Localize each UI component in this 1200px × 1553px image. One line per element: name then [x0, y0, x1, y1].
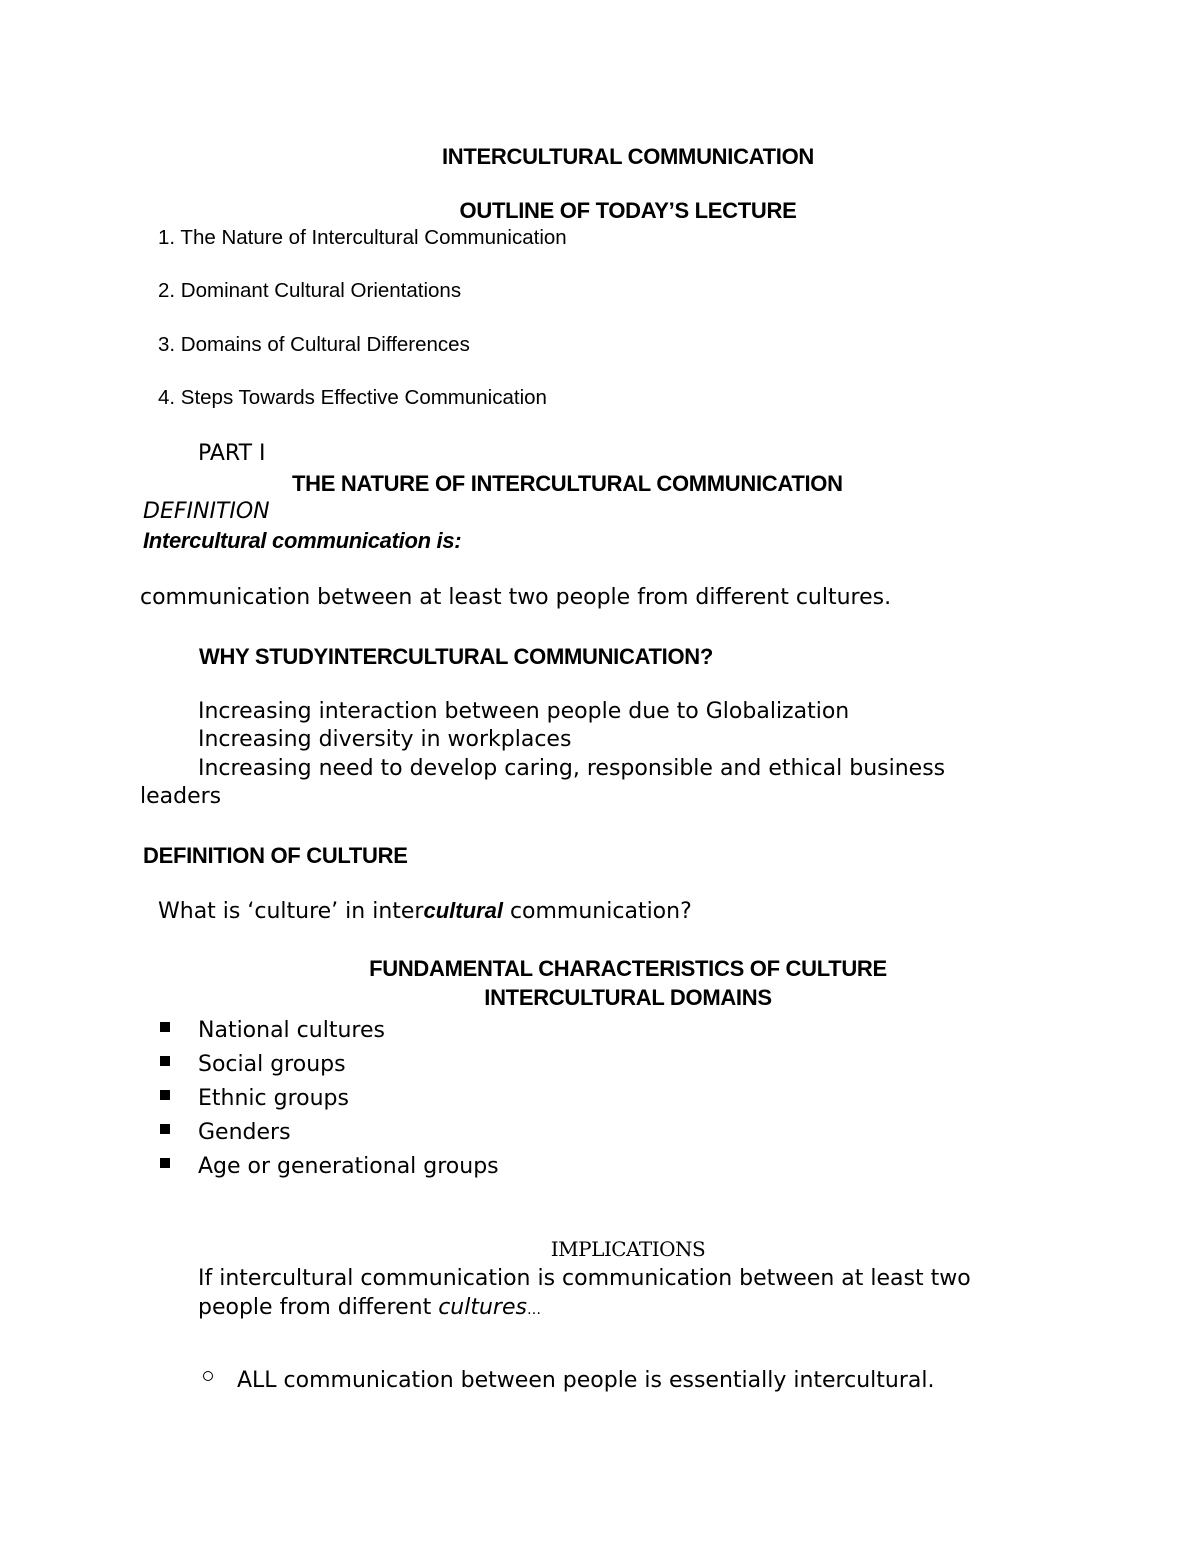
square-bullet-icon [160, 1124, 170, 1134]
circle-bullet-icon [203, 1371, 213, 1381]
culture-question-emphasis: cultural [423, 898, 503, 923]
implications-heading: IMPLICATIONS [550, 1237, 706, 1261]
document-title: INTERCULTURAL COMMUNICATION [442, 144, 814, 169]
part-heading: THE NATURE OF INTERCULTURAL COMMUNICATION [292, 471, 843, 496]
definition-text: communication between at least two people from different cultures. [140, 585, 892, 610]
reason-continuation: leaders [140, 784, 222, 809]
implications-line-2 [198, 1295, 541, 1320]
definition-intro: Intercultural communication is: [143, 528, 462, 553]
domain-item: National cultures [198, 1018, 385, 1043]
reason-item: Increasing need to develop caring, responsible and ethical business [198, 756, 946, 781]
square-bullet-icon [160, 1090, 170, 1100]
domain-item: Age or generational groups [198, 1154, 499, 1179]
square-bullet-icon [160, 1056, 170, 1066]
fundamental-heading: FUNDAMENTAL CHARACTERISTICS OF CULTURE [369, 956, 887, 981]
outline-heading: OUTLINE OF TODAY’S LECTURE [459, 198, 797, 223]
domain-item: Social groups [198, 1052, 346, 1077]
culture-def-heading: DEFINITION OF CULTURE [143, 843, 408, 868]
domain-item: Genders [198, 1120, 291, 1145]
reason-item: Increasing interaction between people due to Globalization [198, 699, 850, 724]
culture-question [158, 898, 692, 924]
culture-question-prefix: What is ‘culture’ in inter [158, 899, 424, 924]
definition-label: DEFINITION [143, 499, 270, 524]
implications-line-2-emphasis: cultures [438, 1295, 527, 1320]
implications-conclusion: ALL communication between people is essentially intercultural. [237, 1368, 935, 1393]
outline-item: 1. The Nature of Intercultural Communication [158, 226, 567, 249]
implications-line-2-suffix: … [526, 1302, 541, 1318]
outline-item: 4. Steps Towards Effective Communication [158, 386, 547, 409]
reason-item: Increasing diversity in workplaces [198, 727, 572, 752]
culture-question-suffix: communication? [502, 899, 692, 924]
part-label: PART I [198, 441, 266, 466]
outline-item: 2. Dominant Cultural Orientations [158, 279, 462, 302]
implications-line-2-prefix: people from different [198, 1295, 439, 1320]
square-bullet-icon [160, 1158, 170, 1168]
fundamental-subheading: INTERCULTURAL DOMAINS [484, 985, 772, 1010]
why-heading: WHY STUDYINTERCULTURAL COMMUNICATION? [199, 644, 714, 669]
domain-item: Ethnic groups [198, 1086, 349, 1111]
square-bullet-icon [160, 1022, 170, 1032]
implications-line-1: If intercultural communication is communication between at least two [198, 1266, 971, 1291]
outline-item: 3. Domains of Cultural Differences [158, 333, 470, 356]
